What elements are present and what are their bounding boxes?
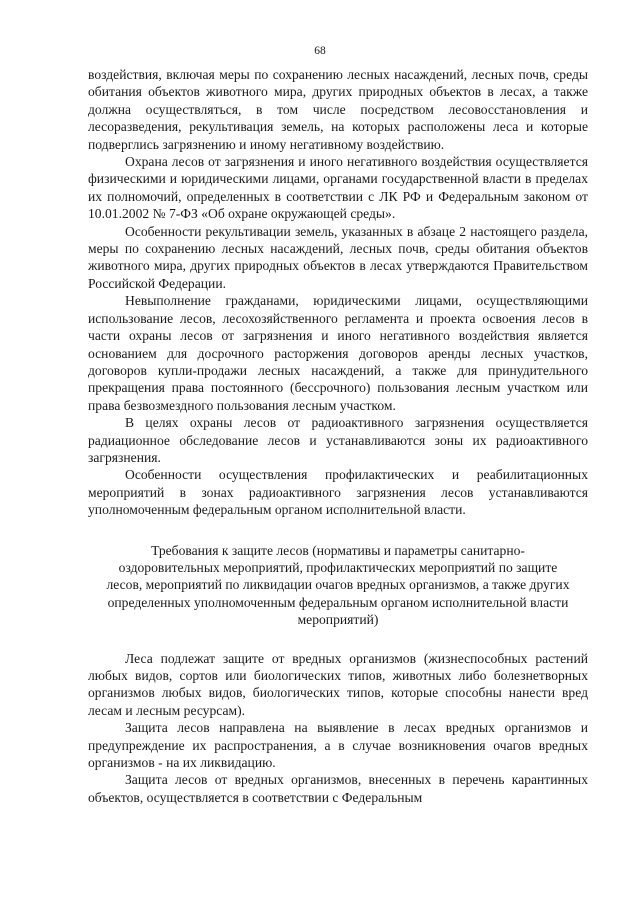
paragraph-forest-protection-actors: Охрана лесов от загрязнения и иного негативного воздействия осуществляется физическими и юридическими лицами, органами государственной власти в пределах их полномочий, определенных в соответствии с ЛК РФ и Федеральным законом от 10.01.2002 № 7-ФЗ «Об охране окружающей среды». xyxy=(88,154,588,222)
section-title: Требования к защите лесов (нормативы и параметры санитарно-оздоровительных мероприятий, профилактических мероприятий по защите лесов, мероприятий по ликвидации очагов вредных организмов, а также других определенных уполномоченным федеральным органом исполнительной власти мероприятий) xyxy=(106,542,570,628)
paragraph-protection-purpose: Защита лесов направлена на выявление в лесах вредных организмов и предупреждение их распространения, а в случае возникновения очагов вредных организмов - на их ликвидацию. xyxy=(88,720,588,771)
paragraph-non-compliance: Невыполнение гражданами, юридическими лицами, осуществляющими использование лесов, лесохозяйственного регламента и проекта освоения лесов в части охраны лесов от загрязнения и иного негативного воздействия является основанием для досрочного расторжения договоров аренды лесных участков, договоров купли-продажи лесных насаждений, а также для принудительного прекращения права постоянного (бессрочного) пользования лесным участком или права безвозмездного пользования лесным участком. xyxy=(88,293,588,413)
page-number: 68 xyxy=(314,45,326,57)
paragraph-radiation-measures: Особенности осуществления профилактических и реабилитационных мероприятий в зонах радиоактивного загрязнения лесов устанавливаются уполномоченным федеральным органом исполнительной власти. xyxy=(88,467,588,518)
document-body xyxy=(88,66,588,806)
paragraph-harmful-organisms: Леса подлежат защите от вредных организмов (жизнеспособных растений любых видов, сортов или биологических типов, животных либо болезнетворных организмов любых видов, биологических типов, которые способны нанести вред лесам и лесным ресурсам). xyxy=(88,650,588,718)
paragraph-land-recultivation: Особенности рекультивации земель, указанных в абзаце 2 настоящего раздела, меры по сохранению лесных насаждений, лесных почв, среды обитания объектов животного мира, других природных объектов в лесах утверждаются Правительством Российской Федерации. xyxy=(88,223,588,291)
paragraph-quarantine: Защита лесов от вредных организмов, внесенных в перечень карантинных объектов, осуществляется в соответствии с Федеральным xyxy=(88,772,588,805)
paragraph-continuation: воздействия, включая меры по сохранению лесных насаждений, лесных почв, среды обитания объектов животного мира, других природных объектов в лесах, а также должна осуществляться, в том числе посредством лесовосстановления и лесоразведения, рекультивация земель, на которых расположены леса и которые подверглись загрязнению и иному негативному воздействию. xyxy=(88,67,588,152)
paragraph-radiation-survey: В целях охраны лесов от радиоактивного загрязнения осуществляется радиационное обследование лесов и устанавливаются зоны их радиоактивного загрязнения. xyxy=(88,415,588,465)
